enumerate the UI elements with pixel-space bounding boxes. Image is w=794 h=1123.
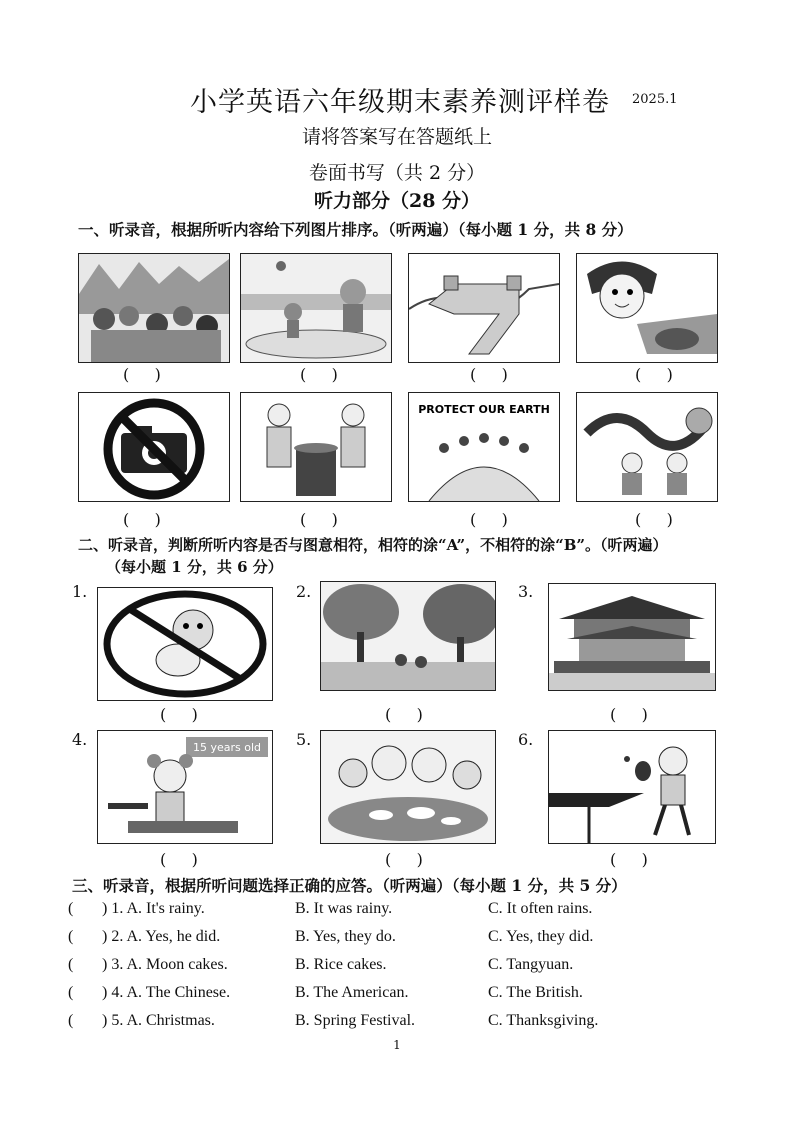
- answer-blank[interactable]: ( ): [123, 365, 161, 384]
- answer-blank[interactable]: ( ): [635, 510, 673, 529]
- picture-park-picnic: [320, 581, 496, 691]
- picture-cats-sports: [240, 253, 392, 363]
- answer-blank[interactable]: ( ): [470, 365, 508, 384]
- item-number: 6.: [518, 730, 534, 749]
- question-4-option-c: C. The British.: [488, 984, 583, 1001]
- question-4-option-a: ) 4. A. The Chinese.: [102, 984, 231, 1001]
- picture-kids-trash-bin: [240, 392, 392, 502]
- question-3-option-c: C. Tangyuan.: [488, 956, 574, 973]
- section3-heading: 三、听录音，根据所听问题选择正确的应答。（听两遍）（每小题 1 分，共 5 分）: [72, 876, 627, 895]
- picture-girl-birthday-cooking: [97, 730, 273, 844]
- answer-blank[interactable]: ( ): [160, 705, 198, 724]
- answer-paren-open[interactable]: (: [68, 900, 74, 917]
- item-number: 1.: [72, 582, 88, 601]
- picture-opera-audience: [78, 253, 230, 363]
- question-4-option-b: B. The American.: [295, 984, 409, 1001]
- section1-heading: 一、听录音，根据所听内容给下列图片排序。（听两遍）（每小题 1 分，共 8 分）: [78, 220, 633, 239]
- answer-paren-open[interactable]: (: [68, 984, 74, 1001]
- answer-blank[interactable]: ( ): [385, 850, 423, 869]
- question-5-option-c: C. Thanksgiving.: [488, 1012, 599, 1029]
- exam-date: 2025.1: [632, 92, 678, 107]
- answer-blank[interactable]: ( ): [610, 850, 648, 869]
- handwriting-score-note: 卷面书写（共 2 分）: [308, 162, 486, 184]
- picture-boy-ping-pong: [548, 730, 716, 844]
- question-1-option-c: C. It often rains.: [488, 900, 593, 917]
- picture-palace: [548, 583, 716, 691]
- answer-blank[interactable]: ( ): [610, 705, 648, 724]
- question-2-option-c: C. Yes, they did.: [488, 928, 594, 945]
- item-number: 3.: [518, 582, 534, 601]
- picture-no-camera-sign: [78, 392, 230, 502]
- answer-paren-open[interactable]: (: [68, 1012, 74, 1029]
- question-3-option-a: ) 3. A. Moon cakes.: [102, 956, 228, 973]
- question-3-option-b: B. Rice cakes.: [295, 956, 387, 973]
- answer-blank[interactable]: ( ): [300, 510, 338, 529]
- page-number: 1: [393, 1038, 401, 1052]
- answer-paren-open[interactable]: (: [68, 928, 74, 945]
- answer-blank[interactable]: ( ): [123, 510, 161, 529]
- answer-sheet-instruction: 请将答案写在答题纸上: [301, 126, 492, 148]
- picture-protect-earth-poster: [408, 392, 560, 502]
- question-2-option-b: B. Yes, they do.: [295, 928, 396, 945]
- exam-title: 小学英语六年级期末素养测评样卷: [190, 87, 610, 118]
- question-2-option-a: ) 2. A. Yes, he did.: [102, 928, 221, 945]
- picture-no-monkey-sign: [97, 587, 273, 701]
- answer-blank[interactable]: ( ): [385, 705, 423, 724]
- item-number: 5.: [296, 730, 312, 749]
- age-banner-text: 15 years old: [192, 741, 262, 754]
- picture-dragon-dance: [576, 392, 718, 502]
- section2-heading: 二、听录音，判断所听内容是否与图意相符，相符的涂“A”，不相符的涂“B”。（听两遍）: [78, 536, 668, 554]
- picture-family-dinner: [320, 730, 496, 844]
- picture-great-wall: [408, 253, 560, 363]
- answer-paren-open[interactable]: (: [68, 956, 74, 973]
- answer-blank[interactable]: ( ): [160, 850, 198, 869]
- section2-subheading: （每小题 1 分，共 6 分）: [106, 558, 283, 576]
- listening-part-heading: 听力部分（28 分）: [313, 190, 481, 212]
- question-1-option-a: ) 1. A. It's rainy.: [102, 900, 205, 917]
- question-1-option-b: B. It was rainy.: [295, 900, 393, 917]
- poster-text: PROTECT OUR EARTH: [418, 403, 550, 416]
- question-5-option-a: ) 5. A. Christmas.: [102, 1012, 215, 1029]
- item-number: 2.: [296, 582, 312, 601]
- item-number: 4.: [72, 730, 88, 749]
- answer-blank[interactable]: ( ): [470, 510, 508, 529]
- question-5-option-b: B. Spring Festival.: [295, 1012, 416, 1029]
- answer-blank[interactable]: ( ): [300, 365, 338, 384]
- answer-blank[interactable]: ( ): [635, 365, 673, 384]
- picture-girl-telephone: [576, 253, 718, 363]
